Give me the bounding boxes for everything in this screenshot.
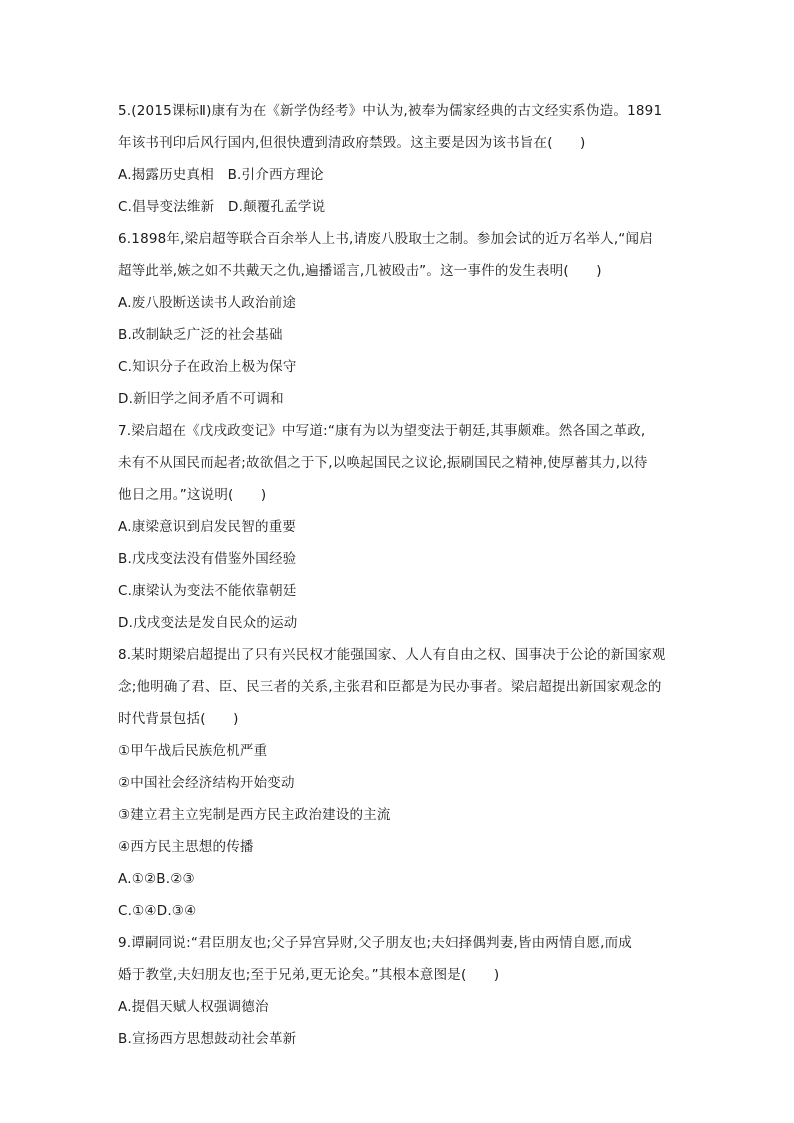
- question-5-options-cd: C.倡导变法维新 D.颠覆孔孟学说: [118, 199, 326, 215]
- question-8-options-ab: A.①②B.②③: [118, 871, 195, 887]
- question-5-stem-line-1: 5.(2015课标Ⅱ)康有为在《新学伪经考》中认为,被奉为儒家经典的古文经实系伪造。1891: [118, 103, 663, 119]
- question-8-options-cd: C.①④D.③④: [118, 903, 197, 919]
- question-5-stem-line-2: 年该书刊印后风行国内,但很快遭到清政府禁毁。这主要是因为该书旨在( ): [118, 135, 586, 151]
- question-6: [118, 228, 678, 410]
- question-5-options-ab: A.揭露历史真相 B.引介西方理论: [118, 167, 324, 183]
- question-list: [118, 100, 678, 1060]
- question-7-stem-line-3: 他日之用。”这说明( ): [118, 487, 267, 503]
- question-9: [118, 932, 678, 1050]
- question-8-statement-3: ③建立君主立宪制是西方民主政治建设的主流: [118, 807, 391, 823]
- question-9-option-b: B.宣扬西方思想鼓动社会革新: [118, 1031, 297, 1047]
- question-7-option-d: D.戊戌变法是发自民众的运动: [118, 615, 298, 631]
- question-8-statement-1: ①甲午战后民族危机严重: [118, 743, 268, 759]
- question-8-stem-line-3: 时代背景包括( ): [118, 711, 239, 727]
- question-9-stem-line-1: 9.谭嗣同说:“君臣朋友也;父子异宫异财,父子朋友也;夫妇择偶判妻,皆由两情自愿,而成: [118, 935, 632, 951]
- question-8: [118, 644, 678, 922]
- question-8-stem-line-1: 8.某时期梁启超提出了只有兴民权才能强国家、人人有自由之权、国事决于公论的新国家观: [118, 647, 666, 663]
- question-6-stem-line-1: 6.1898年,梁启超等联合百余举人上书,请废八股取士之制。参加会试的近万名举人,“闻启: [118, 231, 653, 247]
- question-8-statement-2: ②中国社会经济结构开始变动: [118, 775, 295, 791]
- question-7-stem-line-1: 7.梁启超在《戊戌政变记》中写道:“康有为以为望变法于朝廷,其事颇难。然各国之革政,: [118, 423, 646, 439]
- question-7-option-a: A.康梁意识到启发民智的重要: [118, 519, 297, 535]
- question-9-option-a: A.提倡天赋人权强调德治: [118, 999, 269, 1015]
- question-6-option-a: A.废八股断送读书人政治前途: [118, 295, 297, 311]
- question-6-option-d: D.新旧学之间矛盾不可调和: [118, 391, 284, 407]
- question-7-stem-line-2: 未有不从国民而起者;故欲倡之于下,以唤起国民之议论,振刷国民之精神,使厚蓄其力,以待: [118, 455, 648, 471]
- question-9-stem-line-2: 婚于教堂,夫妇朋友也;至于兄弟,更无论矣。”其根本意图是( ): [118, 967, 500, 983]
- question-6-stem-line-2: 超等此举,嫉之如不共戴天之仇,遍播谣言,几被殴击”。这一事件的发生表明( ): [118, 263, 602, 279]
- question-6-option-c: C.知识分子在政治上极为保守: [118, 359, 297, 375]
- question-8-statement-4: ④西方民主思想的传播: [118, 839, 254, 855]
- question-7-option-c: C.康梁认为变法不能依靠朝廷: [118, 583, 297, 599]
- question-7: [118, 420, 678, 634]
- question-5: [118, 100, 678, 218]
- question-6-option-b: B.改制缺乏广泛的社会基础: [118, 327, 283, 343]
- question-7-option-b: B.戊戌变法没有借鉴外国经验: [118, 551, 297, 567]
- question-8-stem-line-2: 念;他明确了君、臣、民三者的关系,主张君和臣都是为民办事者。梁启超提出新国家观念的: [118, 679, 662, 695]
